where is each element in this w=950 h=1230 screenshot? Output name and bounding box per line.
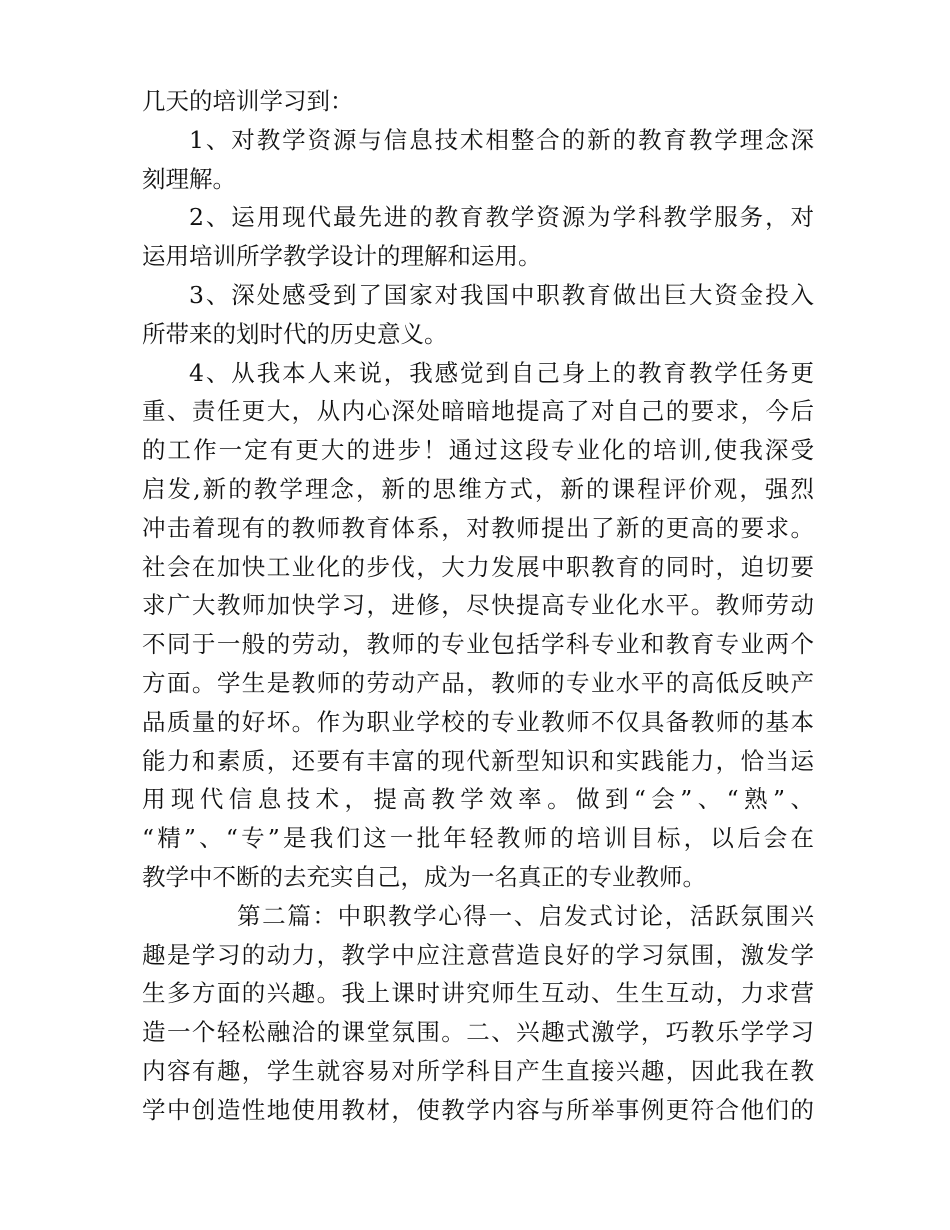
text-line: 造一个轻松融洽的课堂氛围。二、兴趣式激学，巧教乐学学习 [142,1018,814,1047]
text-line: 1、对教学资源与信息技术相整合的新的教育教学理念深 [189,125,814,154]
text-line: 2、运用现代最先进的教育教学资源为学科教学服务，对 [189,203,814,232]
text-line: 冲击着现有的教师教育体系，对教师提出了新的更高的要求。 [142,513,814,542]
text-line: 几天的培训学习到： [142,87,354,115]
text-line: 生多方面的兴趣。我上课时讲究师生互动、生生互动，力求营 [142,979,814,1008]
text-line: 4、从我本人来说，我感觉到自己身上的教育教学任务更 [189,358,814,387]
text-line: 启发,新的教学理念，新的思维方式，新的课程评价观，强烈 [142,474,814,503]
text-line: 社会在加快工业化的步伐，大力发展中职教育的同时，迫切要 [142,552,814,581]
text-line: 教学中不断的去充实自己，成为一名真正的专业教师。 [142,862,706,891]
text-line: 趣是学习的动力，教学中应注意营造良好的学习氛围，激发学 [142,940,814,969]
text-line: 的工作一定有更大的进步！通过这段专业化的培训,使我深受 [142,436,814,465]
text-line: “精”、“专”是我们这一批年轻教师的培训目标，以后会在 [142,824,814,853]
text-line: 内容有趣，学生就容易对所学科目产生直接兴趣，因此我在教 [142,1056,814,1085]
text-line: 重、责任更大，从内心深处暗暗地提高了对自己的要求，今后 [142,397,814,426]
document-body [142,82,814,1130]
text-line: 方面。学生是教师的劳动产品，教师的专业水平的高低反映产 [142,668,814,697]
text-line: 能力和素质，还要有丰富的现代新型知识和实践能力，恰当运 [142,746,814,775]
text-line: 求广大教师加快学习，进修，尽快提高专业化水平。教师劳动 [142,591,814,620]
text-line: 品质量的好坏。作为职业学校的专业教师不仅具备教师的基本 [142,707,814,736]
text-line: 所带来的划时代的历史意义。 [142,319,448,348]
text-line: 不同于一般的劳动，教师的专业包括学科专业和教育专业两个 [142,630,814,659]
text-line: 运用培训所学教学设计的理解和运用。 [142,242,542,271]
text-line: 3、深处感受到了国家对我国中职教育做出巨大资金投入 [189,280,814,309]
text-line: 第二篇：中职教学心得一、启发式讨论，活跃氛围兴 [237,901,814,930]
text-line: 刻理解。 [142,164,236,193]
text-line: 用现代信息技术，提高教学效率。做到“会”、“熟”、 [142,785,814,814]
text-line: 学中创造性地使用教材，使教学内容与所举事例更符合他们的 [142,1095,814,1124]
